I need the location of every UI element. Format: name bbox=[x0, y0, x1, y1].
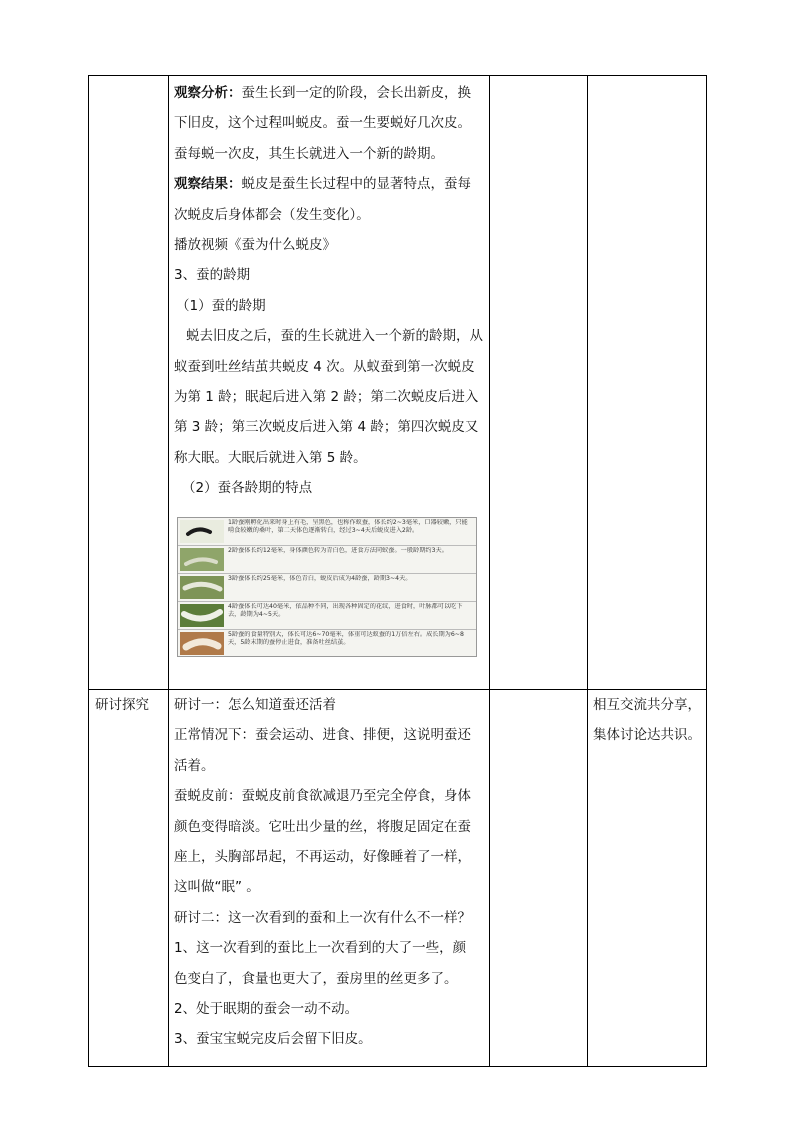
before-molt-line: 颜色变得暗淡。它吐出少量的丝，将腹足固定在蚕 bbox=[174, 818, 471, 835]
age-line: 蜕去旧皮之后，蚕的生长就进入一个新的龄期，从 bbox=[186, 328, 483, 345]
answer-line: 1、这一次看到的蚕比上一次看到的大了一些，颜 bbox=[174, 940, 467, 957]
stage-description: 4龄蚕体长可达40毫米，依品种不同，出现各种固定的花纹，进食时，叶脉都可以吃下去，龄期为4~5天。 bbox=[228, 603, 463, 619]
stage-row bbox=[178, 574, 476, 602]
video-line: 播放视频《蚕为什么蜕皮》 bbox=[174, 237, 336, 254]
answer-line: 色变白了，食量也更大了，蚕房里的丝更多了。 bbox=[174, 970, 458, 987]
sub-heading-2: （2）蚕各龄期的特点 bbox=[182, 480, 313, 497]
activity-cell bbox=[593, 690, 705, 751]
stage-row bbox=[178, 546, 476, 574]
observation-cell bbox=[174, 78, 483, 504]
silkworm-5-icon bbox=[180, 632, 224, 655]
answer-line: 2、处于眠期的蚕会一动不动。 bbox=[174, 1001, 359, 1018]
column-divider bbox=[489, 76, 490, 1066]
result-line-1: 观察结果：蜕皮是蚕生长过程中的显著特点，蚕每 bbox=[174, 176, 471, 193]
age-line: 蚁蚕到吐丝结茧共蜕皮 4 次。从蚁蚕到第一次蜕皮 bbox=[174, 358, 475, 375]
silkworm-4-icon bbox=[180, 604, 224, 627]
stage-row bbox=[178, 602, 476, 630]
stage-description: 1龄蚕刚孵化出来时身上有毛，呈黑色，也称作蚁蚕，体长约2~3毫米，口器较嫩，只能啃食较嫩的桑叶，第二天体色逐渐转白，经过3~4天后蜕皮进入2龄。 bbox=[228, 519, 468, 535]
before-molt-line: 这叫做“眠” 。 bbox=[174, 879, 260, 896]
discussion-1-heading: 研讨一：怎么知道蚕还活着 bbox=[174, 697, 336, 713]
discussion-cell bbox=[174, 690, 480, 1055]
age-line: 称大眠。大眠后就进入第 5 龄。 bbox=[174, 449, 367, 466]
section-heading: 3、蚕的龄期 bbox=[174, 267, 251, 284]
age-line: 为第 1 龄；眠起后进入第 2 龄；第二次蜕皮后进入 bbox=[174, 389, 479, 406]
age-line: 第 3 龄；第三次蜕皮后进入第 4 龄；第四次蜕皮又 bbox=[174, 419, 479, 436]
stage-description: 2龄蚕体长约12毫米，身体颜色转为青白色，进食方法同蚁蚕。一般龄期约3天。 bbox=[228, 547, 448, 554]
activity-line: 集体讨论达共识。 bbox=[593, 727, 701, 744]
normal-line: 活着。 bbox=[174, 757, 215, 774]
analysis-line-3: 蚕每蜕一次皮，其生长就进入一个新的龄期。 bbox=[174, 145, 444, 162]
phase-label-cell bbox=[95, 690, 167, 720]
stage-description: 5龄蚕的食量特别大，体长可达6~70毫米，体重可达蚁蚕的1万倍左右。成长期为6~8天，5龄末期的蚕停止进食，准备吐丝结茧。 bbox=[228, 631, 464, 647]
result-line-2: 次蜕皮后身体都会（发生变化）。 bbox=[174, 206, 370, 223]
stage-row bbox=[178, 518, 476, 546]
discussion-2-heading: 研讨二：这一次看到的蚕和上一次有什么不一样？ bbox=[174, 909, 471, 926]
stage-description: 3龄蚕体长约25毫米，体色青白，蜕皮后成为4龄蚕，龄期3~4天。 bbox=[228, 575, 412, 582]
normal-line: 正常情况下：蚕会运动、进食、排便，这说明蚕还 bbox=[174, 727, 471, 744]
answer-line: 3、蚕宝宝蜕完皮后会留下旧皮。 bbox=[174, 1031, 372, 1048]
analysis-line-1: 观察分析：蚕生长到一定的阶段，会长出新皮，换 bbox=[174, 85, 471, 101]
sub-heading-1: （1）蚕的龄期 bbox=[176, 297, 266, 314]
analysis-line-2: 下旧皮，这个过程叫蜕皮。蚕一生要蜕好几次皮。 bbox=[174, 115, 471, 132]
silkworm-2-icon bbox=[180, 548, 224, 571]
phase-label: 研讨探究 bbox=[95, 697, 149, 713]
lesson-table bbox=[88, 75, 707, 1067]
before-molt-line: 蚕蜕皮前：蚕蜕皮前食欲减退乃至完全停食，身体 bbox=[174, 788, 471, 805]
silkworm-1-icon bbox=[180, 520, 224, 543]
stage-row bbox=[178, 630, 476, 658]
activity-line: 相互交流共分享， bbox=[593, 697, 701, 713]
before-molt-line: 座上，头胸部昂起，不再运动，好像睡着了一样， bbox=[174, 849, 471, 866]
silkworm-3-icon bbox=[180, 576, 224, 599]
column-divider bbox=[168, 76, 169, 1066]
column-divider bbox=[587, 76, 588, 1066]
silkworm-stages-image bbox=[177, 517, 477, 657]
